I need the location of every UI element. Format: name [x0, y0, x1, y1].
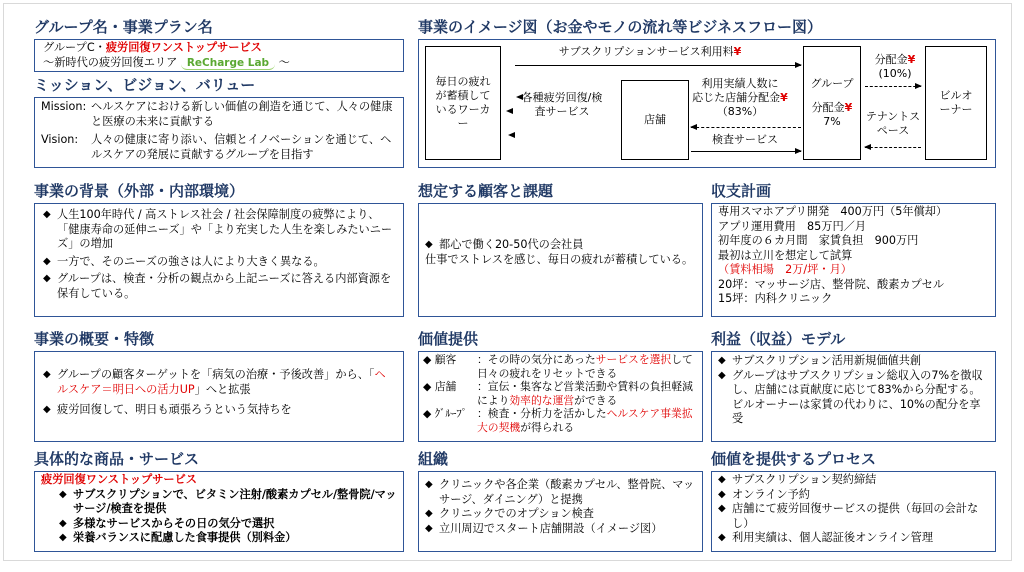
value-label: ｸﾞﾙｰﾌﾟ — [434, 407, 468, 421]
vision-text: 人々の健康に寄り添い、信頼とイノベーションを通じて、ヘルスケアの発展に貢献するグループを目指す — [91, 133, 392, 161]
group-prefix: グループC・ — [43, 41, 106, 54]
value-row: ◆ 店舗 ：宣伝・集客など営業活動や賃料の負担軽減により効率的な運営ができる — [423, 380, 693, 407]
value-box — [418, 351, 703, 442]
list-item: ◆ 多様なサービスからその日の気分で選択 — [59, 517, 397, 532]
value-text: ：その時の気分にあった — [477, 353, 596, 366]
list-item: ◆ 都心で働く20-50代の会社員 — [425, 238, 696, 253]
value-row: ◆ ｸﾞﾙｰﾌﾟ ：検査・分析力を活かしたヘルスケア事業拡大の契機が得られる — [423, 407, 693, 434]
value-text: して日々の疲れをリセットできる — [477, 353, 693, 380]
yen-icon: ¥ — [733, 45, 742, 58]
owner-dist-text: 分配金 — [874, 53, 908, 66]
process-box — [711, 471, 996, 552]
products-box — [34, 471, 404, 552]
mission-label: Mission: — [41, 100, 87, 113]
list-item: ◆ サブスクリプション契約締結 — [718, 473, 989, 488]
inspection-label: 検査サービス — [712, 133, 778, 146]
subscription-fee-label — [541, 45, 759, 59]
organization-box — [418, 471, 703, 552]
services-label: 各種疲労回復/検査サービス — [521, 91, 603, 118]
list-item: ◆ 疲労回復して、明日も頑張ろうという気持ちを — [43, 403, 395, 418]
background-heading: 事業の背景（外部・内部環境） — [34, 182, 245, 200]
list-item: ◆ グループは、検査・分析の観点から上記ニーズに答える内部資源を保有している。 — [43, 272, 395, 301]
mission-box — [34, 97, 404, 168]
background-box — [34, 203, 404, 317]
plan-name: 疲労回復ワンストップサービス — [105, 41, 262, 54]
distribution-pct: （83%） — [716, 105, 764, 118]
yen-icon: ¥ — [907, 53, 916, 66]
group-plan-heading: グループ名・事業プラン名 — [34, 18, 213, 36]
products-title: 疲労回復ワンストップサービス — [41, 473, 197, 486]
budget-box — [711, 203, 996, 317]
list-item: ◆ 人生100年時代 / 高ストレス社会 / 社会保障制度の疲弊により、「健康寿命の延伸ニーズ」や「より充実した人生を楽しみたいニーズ」の増加 — [43, 208, 395, 252]
products-list — [41, 488, 397, 546]
products-heading: 具体的な商品・サービス — [34, 450, 200, 468]
list-item: ◆ 利用実績は、個人認証後オンライン管理 — [718, 531, 989, 546]
group-plan-line2 — [43, 56, 395, 71]
rent-note: （賃料相場 2万/坪・月） — [718, 263, 852, 276]
budget-line: 専用スマホアプリ開発 400万円（5年償却） — [718, 205, 948, 218]
yen-icon: ¥ — [780, 91, 788, 104]
tenant-arrow — [865, 147, 921, 148]
store-node: 店舗 — [621, 80, 689, 160]
mission-heading: ミッション、ビジョン、バリュー — [34, 76, 256, 94]
budget-line: 最初は立川を想定して試算 — [718, 248, 853, 262]
subscription-arrow — [515, 65, 801, 66]
list-item: ◆ 栄養バランスに配慮した食事提供（別料金） — [59, 531, 397, 546]
value-text: ができる — [574, 393, 618, 407]
business-flow-box — [418, 39, 996, 168]
vision-label: Vision: — [41, 133, 79, 146]
customers-box — [418, 203, 703, 317]
worker-label: 毎日の疲れが蓄積しているワーカー — [435, 75, 491, 130]
list-item: ◆ 一方で、そのニーズの強さは人により大きく異なる。 — [43, 255, 395, 270]
list-item: ◆ 店舗にて疲労回復サービスの提供（毎回の会計なし） — [718, 502, 989, 531]
budget-line: 20坪：マッサージ店、整骨院、酸素カプセル — [718, 277, 945, 291]
value-label: 顧客 — [434, 353, 457, 366]
overview-text: グループの顧客ターゲットを「病気の治療・予後改善」から、「 — [57, 368, 375, 381]
list-item: ◆ オンライン予約 — [718, 488, 989, 503]
budget-heading: 収支計画 — [711, 182, 772, 200]
value-highlight: ヘルスケア事業拡大の契機 — [477, 407, 693, 434]
distribution-text-2: 応じた店舗分配金 — [692, 91, 781, 104]
mission-row — [41, 100, 397, 129]
business-image-heading: 事業のイメージ図（お金やモノの流れ等ビジネスフロー図） — [418, 18, 822, 36]
budget-line: 初年度の６カ月間 家賃負担 900万円 — [718, 234, 919, 247]
background-list — [43, 208, 395, 301]
group-share-pct: 7% — [823, 115, 841, 128]
value-text: が得られる — [520, 420, 575, 434]
distribution-text-1: 利用実績人数に — [701, 77, 779, 90]
distribution-arrow — [691, 127, 801, 128]
group-share-label: 分配金 — [811, 101, 845, 114]
yen-icon: ¥ — [844, 101, 853, 114]
value-text: ：検査・分析力を活かした — [477, 407, 607, 421]
plan-subtitle-end: ～ — [278, 55, 290, 69]
value-heading: 価値提供 — [418, 330, 479, 348]
customers-detail: 仕事でストレスを感じ、毎日の疲れが蓄積している。 — [425, 252, 694, 266]
owner-label: ビルオーナー — [939, 89, 973, 116]
recharge-lab-logo: ReCharge Lab — [181, 57, 275, 70]
organization-heading: 組織 — [418, 450, 449, 468]
subscription-fee-text: サブスクリプションサービス利用料 — [558, 45, 734, 58]
group-plan-line1 — [43, 41, 395, 56]
list-item: ◆ サブスクリプションで、ビタミン注射/酸素カプセル/整骨院/マッサージ/検査を提供 — [59, 488, 397, 517]
list-item: ◆ 立川周辺でスタート店舗開設（イメージ図） — [425, 522, 696, 537]
store-distribution-label — [687, 77, 793, 119]
owner-distribution-label — [865, 53, 925, 81]
value-text: ：宣伝・集客など営業活動や賃料の負担軽減により — [477, 380, 693, 407]
inspection-arrow — [691, 151, 801, 152]
process-heading: 価値を提供するプロセス — [711, 450, 877, 468]
worker-node — [425, 46, 501, 160]
organization-list — [425, 478, 696, 536]
overview-text: 」へと拡張 — [194, 382, 251, 396]
owner-distribution-arrow — [865, 86, 921, 87]
group-plan-box — [34, 39, 404, 72]
overview-heading: 事業の概要・特徴 — [34, 330, 155, 348]
customers-heading: 想定する顧客と課題 — [418, 182, 554, 200]
customers-list — [425, 238, 696, 253]
overview-box — [34, 351, 404, 442]
profit-model-list — [718, 354, 989, 427]
list-item: ◆ サブスクリプション活用新規価値共創 — [718, 354, 989, 369]
value-row: ◆ 顧客 ：その時の気分にあったサービスを選択して日々の疲れをリセットできる — [423, 353, 693, 380]
overview-highlight: ヘルスケア＝明日への活力UP — [57, 368, 386, 396]
plan-subtitle: ～新時代の疲労回復エリア — [43, 55, 178, 69]
budget-line: アプリ運用費用 85万円／月 — [718, 219, 867, 233]
list-item: ◆ グループはサブスクリプション総収入の7%を徴収し、店舗には貢献度に応じて83%から分配する。ビルオーナーは家賃の代わりに、10%の配分を享受 — [718, 369, 989, 427]
group-label: グループ — [810, 77, 854, 90]
mission-text: ヘルスケアにおける新しい価値の創造を通じて、人々の健康と医療の未来に貢献する — [91, 100, 393, 128]
vision-row — [41, 133, 397, 162]
profit-model-box — [711, 351, 996, 442]
profit-model-heading: 利益（収益）モデル — [711, 330, 846, 348]
group-node — [803, 46, 861, 160]
tenant-label: テナントスペース — [865, 110, 921, 137]
list-item: ◆ クリニックや各企業（酸素カプセル、整骨院、マッサージ、ダイニング）と提携 — [425, 478, 696, 507]
value-highlight: サービスを選択 — [595, 353, 672, 366]
owner-node — [925, 46, 987, 160]
value-highlight: 効率的な運営 — [509, 393, 575, 407]
budget-line: 15坪：内科クリニック — [718, 292, 833, 305]
list-item: ◆ クリニックでのオプション検査 — [425, 507, 696, 522]
overview-list — [43, 368, 395, 418]
owner-dist-pct: (10%) — [878, 67, 912, 80]
value-label: 店舗 — [434, 380, 457, 394]
process-list — [718, 473, 989, 546]
list-item — [43, 368, 395, 397]
